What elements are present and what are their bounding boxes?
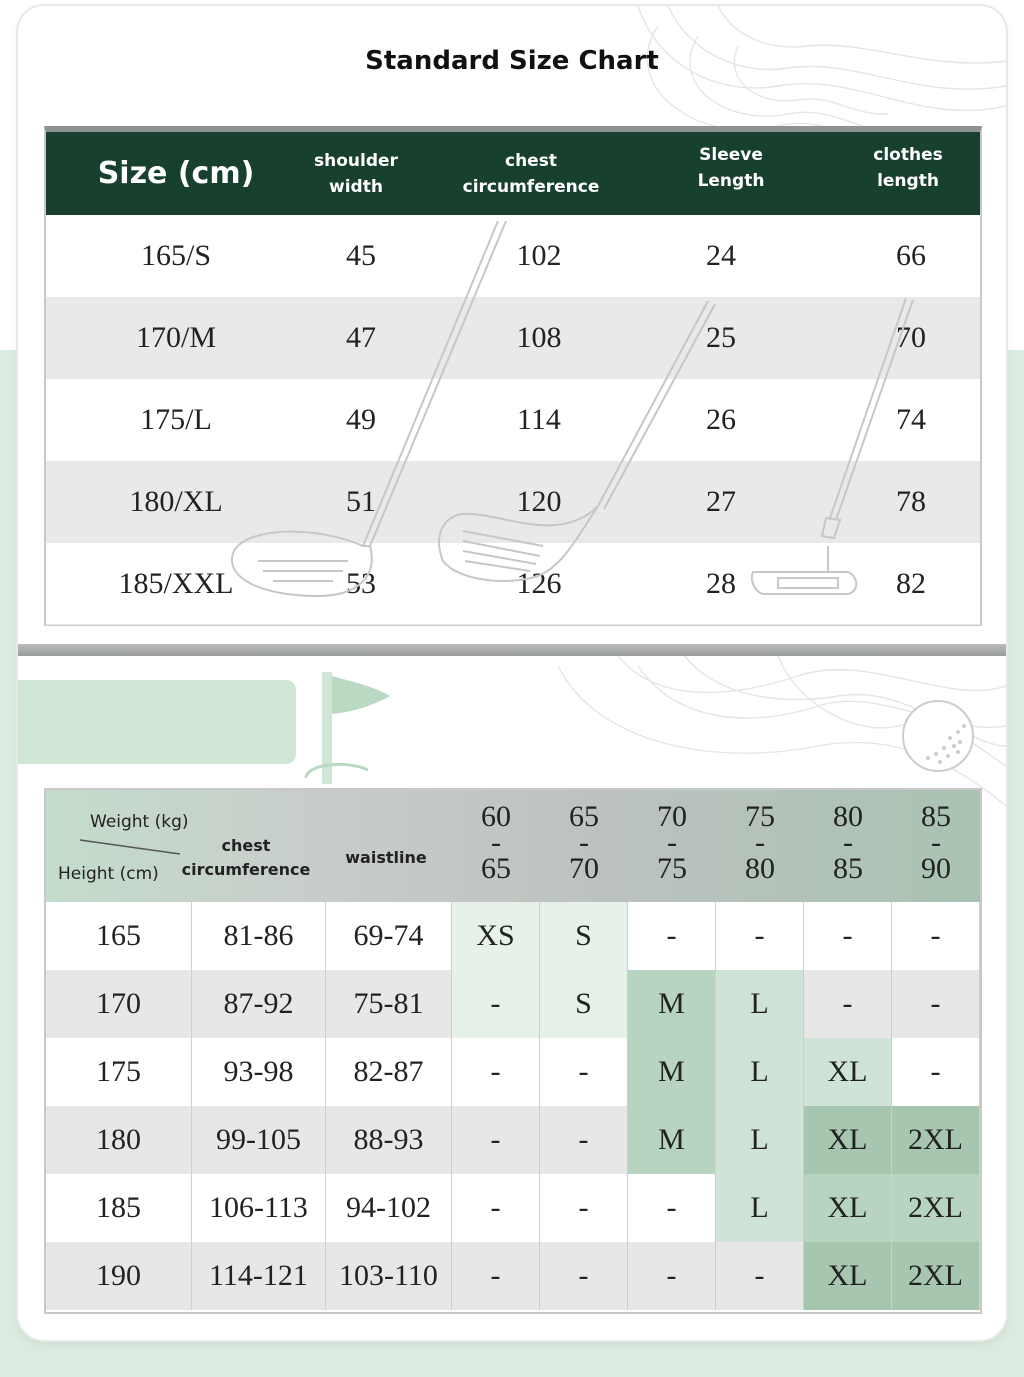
recommended-size-cell: - <box>716 1242 804 1310</box>
recommended-size-cell: - <box>804 902 892 970</box>
weight-range-dash: - <box>579 826 589 859</box>
fit-row <box>46 1106 980 1174</box>
recommended-size-cell: - <box>452 1242 540 1310</box>
golf-ball-icon <box>898 696 978 776</box>
golf-flag-icon <box>298 668 418 788</box>
weight-range-header <box>628 800 716 885</box>
clothes-cell: 66 <box>896 239 926 272</box>
height-cell: 170 <box>46 970 192 1038</box>
weight-range-dash: - <box>843 826 853 859</box>
header-chest-line1: chest <box>505 150 557 171</box>
waistline-cell: 88-93 <box>326 1106 452 1174</box>
chest-range-cell: 93-98 <box>192 1038 326 1106</box>
header-chest-circumference <box>436 132 626 215</box>
recommended-size-cell: - <box>628 1242 716 1310</box>
clothes-cell: 78 <box>896 485 926 518</box>
header-size <box>66 132 286 215</box>
recommended-size-cell: 2XL <box>892 1106 980 1174</box>
fit-row <box>46 970 980 1038</box>
chest-cell: 126 <box>516 567 562 600</box>
shoulder-cell: 45 <box>346 239 376 272</box>
waistline-cell: 69-74 <box>326 902 452 970</box>
recommended-size-cell: L <box>716 1174 804 1242</box>
weight-range-dash: - <box>667 826 677 859</box>
weight-range-dash: - <box>491 826 501 859</box>
recommended-size-cell: XL <box>804 1174 892 1242</box>
chest-cell: 102 <box>516 239 562 272</box>
recommended-size-cell: - <box>628 902 716 970</box>
weight-range-header <box>804 800 892 885</box>
recommended-size-cell: - <box>628 1174 716 1242</box>
weight-range-from: 75 <box>745 800 775 833</box>
header-chest-line2: circumference <box>462 176 600 197</box>
recommended-size-cell: - <box>452 1174 540 1242</box>
weight-range-from: 85 <box>921 800 951 833</box>
fit-table-header <box>46 790 980 902</box>
recommended-size-cell: XS <box>452 902 540 970</box>
chest-cell: 120 <box>516 485 562 518</box>
weight-label: Weight (kg) <box>90 812 189 832</box>
recommended-size-cell: XL <box>804 1038 892 1106</box>
weight-range-from: 65 <box>569 800 599 833</box>
sleeve-cell: 24 <box>706 239 736 272</box>
recommended-size-cell: XL <box>804 1106 892 1174</box>
clothes-cell: 74 <box>896 403 926 436</box>
weight-range-from: 60 <box>481 800 511 833</box>
weight-range-header <box>716 800 804 885</box>
size-cell: 185/XXL <box>118 567 234 600</box>
recommended-size-cell: - <box>452 1106 540 1174</box>
header-sleeve-length <box>666 126 796 209</box>
waistline-label: waistline <box>345 848 427 867</box>
sleeve-cell: 27 <box>706 485 736 518</box>
header-size-label: Size (cm) <box>97 155 255 191</box>
chest-label-line2: circumference <box>181 860 311 879</box>
recommended-size-cell: 2XL <box>892 1174 980 1242</box>
size-cell: 170/M <box>135 321 216 354</box>
shoulder-cell: 53 <box>346 567 376 600</box>
recommended-size-cell: - <box>716 902 804 970</box>
size-chart-card <box>18 6 1006 1340</box>
size-table-header <box>46 132 980 215</box>
weight-range-to: 75 <box>657 852 687 885</box>
waistline-cell: 82-87 <box>326 1038 452 1106</box>
weight-range-to: 90 <box>921 852 951 885</box>
waistline-cell: 75-81 <box>326 970 452 1038</box>
weight-range-from: 70 <box>657 800 687 833</box>
chest-cell: 114 <box>517 403 561 436</box>
sleeve-cell: 28 <box>706 567 736 600</box>
recommended-size-cell: L <box>716 1038 804 1106</box>
recommended-size-cell: L <box>716 1106 804 1174</box>
waistline-cell: 103-110 <box>326 1242 452 1310</box>
weight-range-header <box>892 800 980 885</box>
weight-range-to: 85 <box>833 852 863 885</box>
shoulder-cell: 49 <box>346 403 376 436</box>
header-clothes-length <box>846 126 970 209</box>
recommended-size-cell: - <box>452 1038 540 1106</box>
recommended-size-cell: S <box>540 970 628 1038</box>
size-cell: 180/XL <box>129 485 223 518</box>
diagonal-divider-line <box>76 834 186 864</box>
height-cell: 180 <box>46 1106 192 1174</box>
recommended-size-cell: M <box>628 970 716 1038</box>
recommended-size-cell: - <box>452 970 540 1038</box>
chest-cell: 108 <box>516 321 562 354</box>
clothes-cell: 82 <box>896 567 926 600</box>
sleeve-cell: 26 <box>706 403 736 436</box>
size-row <box>46 543 980 625</box>
size-row <box>46 379 980 461</box>
size-row <box>46 461 980 543</box>
weight-range-header <box>452 800 540 885</box>
height-label: Height (cm) <box>58 864 159 884</box>
waistline-cell: 94-102 <box>326 1174 452 1242</box>
shoulder-cell: 47 <box>346 321 376 354</box>
recommended-size-cell: - <box>540 1174 628 1242</box>
header-shoulder-line1: shoulder <box>314 150 398 171</box>
recommended-size-cell: - <box>892 1038 980 1106</box>
header-sleeve-line1: Sleeve <box>699 144 763 165</box>
size-cell: 165/S <box>140 239 212 272</box>
chest-label-line1: chest <box>221 836 271 855</box>
shoulder-cell: 51 <box>346 485 376 518</box>
recommended-size-cell: L <box>716 970 804 1038</box>
chest-range-cell: 106-113 <box>192 1174 326 1242</box>
weight-range-to: 70 <box>569 852 599 885</box>
recommended-size-cell: - <box>540 1242 628 1310</box>
size-row <box>46 215 980 297</box>
weight-range-dash: - <box>755 826 765 859</box>
height-cell: 185 <box>46 1174 192 1242</box>
header-clothes-line1: clothes <box>873 144 943 165</box>
recommended-size-cell: - <box>540 1106 628 1174</box>
weight-range-to: 80 <box>745 852 775 885</box>
header-shoulder-width <box>286 132 426 215</box>
size-table <box>44 126 982 626</box>
header-shoulder-line2: width <box>329 176 383 197</box>
recommended-size-cell: XL <box>804 1242 892 1310</box>
weight-range-header <box>540 800 628 885</box>
chest-range-cell: 87-92 <box>192 970 326 1038</box>
recommended-size-cell: S <box>540 902 628 970</box>
chest-range-cell: 81-86 <box>192 902 326 970</box>
fit-row <box>46 1038 980 1106</box>
chest-circumference-label <box>178 834 314 882</box>
recommended-size-cell: - <box>892 902 980 970</box>
chest-range-cell: 99-105 <box>192 1106 326 1174</box>
recommended-size-cell: M <box>628 1106 716 1174</box>
header-clothes-line2: length <box>877 170 939 191</box>
header-sleeve-line2: Length <box>697 170 765 191</box>
recommended-size-cell: - <box>892 970 980 1038</box>
fit-row <box>46 902 980 970</box>
recommended-size-cell: - <box>804 970 892 1038</box>
height-cell: 165 <box>46 902 192 970</box>
fit-row <box>46 1174 980 1242</box>
sleeve-cell: 25 <box>706 321 736 354</box>
weight-range-to: 65 <box>481 852 511 885</box>
size-cell: 175/L <box>140 403 212 436</box>
height-cell: 175 <box>46 1038 192 1106</box>
recommended-size-cell: M <box>628 1038 716 1106</box>
clothes-cell: 70 <box>896 321 926 354</box>
recommended-size-cell: 2XL <box>892 1242 980 1310</box>
recommended-size-cell: - <box>540 1038 628 1106</box>
weight-range-dash: - <box>931 826 941 859</box>
size-row <box>46 297 980 379</box>
chest-range-cell: 114-121 <box>192 1242 326 1310</box>
weight-range-from: 80 <box>833 800 863 833</box>
section-divider <box>18 644 1006 656</box>
page-title: Standard Size Chart <box>365 46 659 76</box>
fit-table <box>44 788 982 1314</box>
decorative-green-tab <box>18 680 296 764</box>
height-cell: 190 <box>46 1242 192 1310</box>
fit-row <box>46 1242 980 1310</box>
